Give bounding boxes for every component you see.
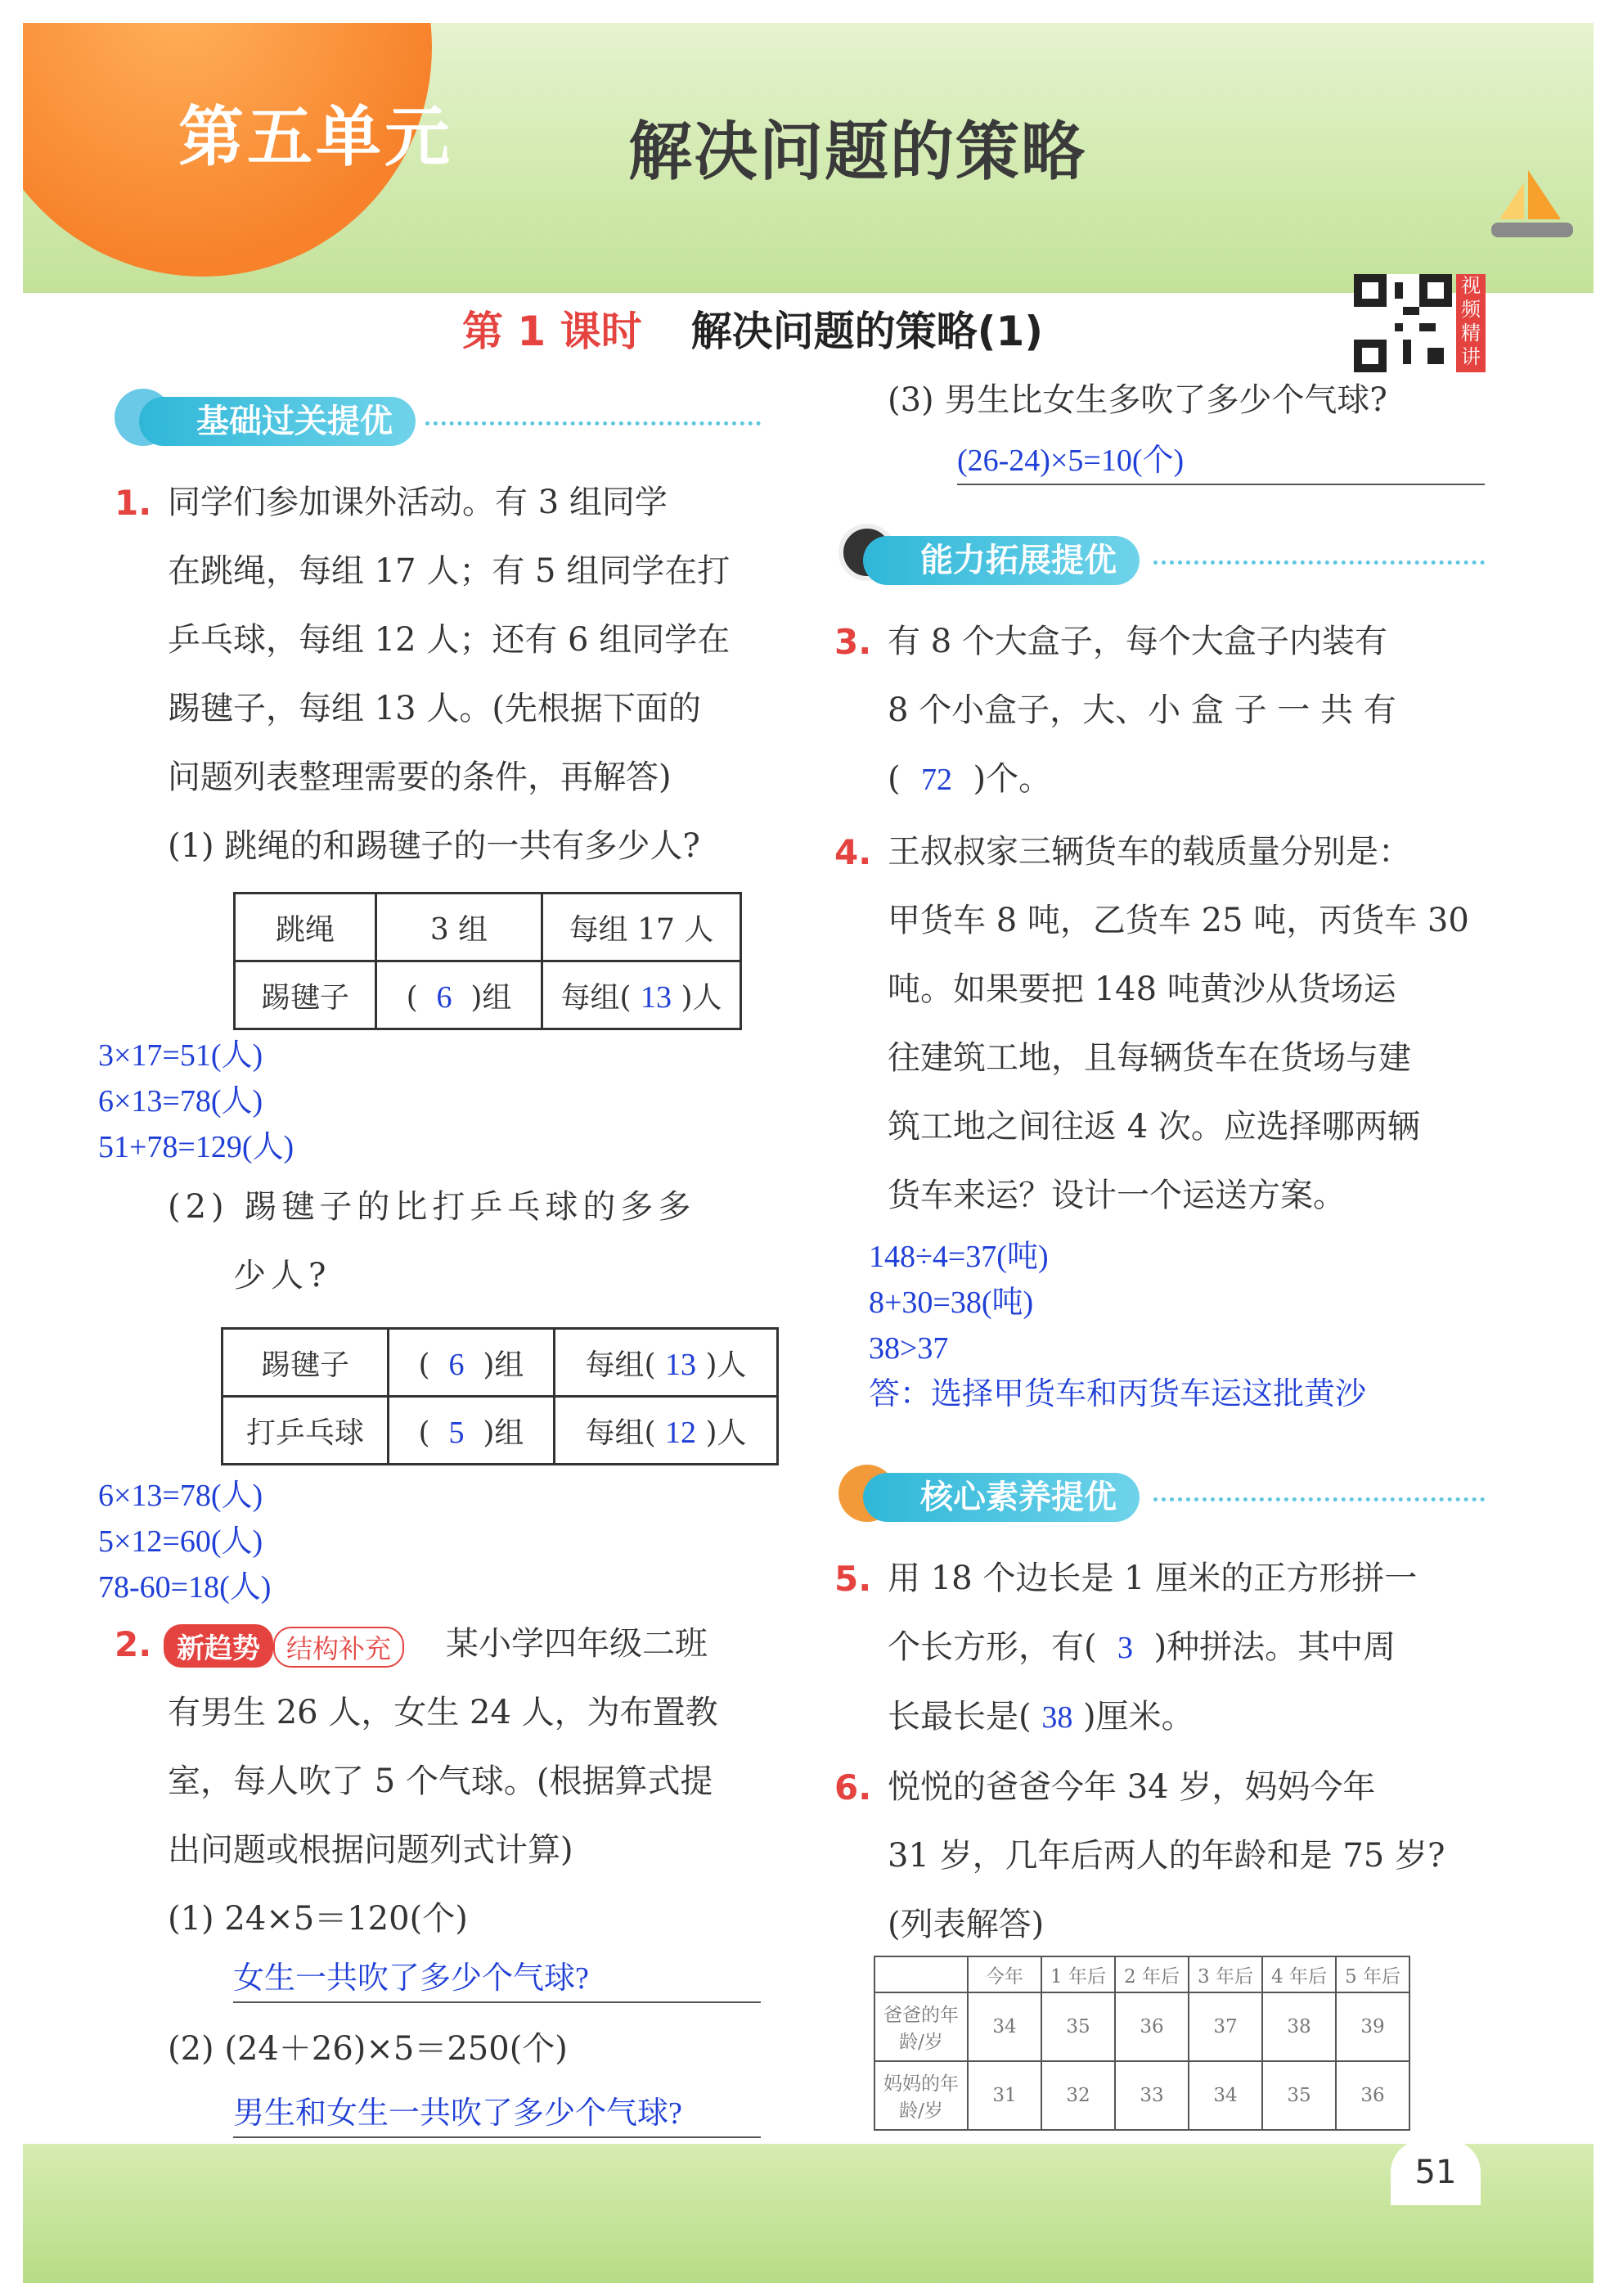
- trend-tag: 新趋势: [164, 1624, 273, 1668]
- q1-text: [168, 468, 773, 880]
- table-cell: 34: [968, 1992, 1041, 2061]
- q2-part3: (3) 男生比女生多吹了多少个气球?: [888, 381, 1387, 419]
- q4-line: 货车来运？设计一个运送方案。: [888, 1177, 1346, 1214]
- table-cell: 打乒乓球: [223, 1397, 389, 1465]
- table-cell: ( 5 )组: [389, 1397, 555, 1465]
- unit-title: 第五单元: [178, 99, 453, 175]
- q1-line: 在跳绳，每组 17 人；有 5 组同学在打: [168, 552, 731, 590]
- q1-part1: (1) 跳绳的和踢毽子的一共有多少人?: [168, 827, 700, 865]
- table-cell: 33: [1115, 2061, 1189, 2130]
- table-row-label: 爸爸的年龄/岁: [874, 1992, 968, 2061]
- table-cell: 39: [1336, 1992, 1409, 2061]
- q5-text: [888, 1544, 1493, 1752]
- lesson-heading: [462, 299, 1043, 358]
- section-divider: [1153, 1497, 1485, 1501]
- q5-line: 个长方形，有( 3 )种拼法。其中周: [888, 1628, 1396, 1666]
- q2-answer2: 男生和女生一共吹了多少个气球?: [233, 2091, 761, 2138]
- q1-line: 踢毽子，每组 13 人。(先根据下面的: [168, 690, 701, 727]
- q6-age-table: [874, 1956, 1410, 2131]
- answer-line: 51+78=129(人): [98, 1130, 294, 1164]
- table-cell: 踢毽子: [223, 1329, 389, 1397]
- q4-line: 王叔叔家三辆货车的载质量分别是：: [888, 833, 1411, 871]
- q3-line: 8 个小盒子，大、小 盒 子 一 共 有: [888, 691, 1396, 729]
- q6-number: 6.: [834, 1767, 872, 1808]
- answer-line: 6×13=78(人): [98, 1479, 263, 1513]
- q5-line: 长最长是( 38 )厘米。: [888, 1698, 1194, 1736]
- section-basic-badge: 基础过关提优: [139, 397, 416, 446]
- q3-blank-line: ( 72 )个。: [888, 760, 1052, 798]
- table-cell: 35: [1041, 1992, 1115, 2061]
- q4-number: 4.: [834, 832, 872, 872]
- q3-number: 3.: [834, 622, 872, 662]
- table-cell: 每组( 12 )人: [555, 1397, 778, 1465]
- section-ability-badge: 能力拓展提优: [863, 536, 1140, 585]
- section-core-badge: 核心素养提优: [863, 1473, 1140, 1522]
- qr-label: 视频精讲: [1456, 274, 1486, 372]
- table-cell: 36: [1336, 2061, 1409, 2130]
- q1-part2: [168, 1173, 773, 1310]
- q3-text: [888, 607, 1493, 814]
- answer-line: 5×12=60(人): [98, 1524, 263, 1559]
- lesson-title: 解决问题的策略(1): [690, 308, 1044, 355]
- table-row-label: 妈妈的年龄/岁: [874, 2061, 968, 2130]
- q2-line: 有男生 26 人，女生 24 人，为布置教: [168, 1694, 718, 1731]
- q1-part2-line: (2) 踢毽子的比打乒乓球的多多: [168, 1188, 696, 1226]
- table-cell: 跳绳: [235, 894, 376, 961]
- q2-line: 出问题或根据问题列式计算): [168, 1831, 573, 1869]
- section-divider: [425, 421, 761, 425]
- table-cell: 35: [1262, 2061, 1336, 2130]
- section-divider: [1153, 560, 1485, 565]
- table-cell: 每组( 13 )人: [555, 1329, 778, 1397]
- answer-value: 3: [1117, 1631, 1134, 1665]
- q1-line: 乒乓球，每组 12 人；还有 6 组同学在: [168, 621, 731, 659]
- q4-answer: [869, 1234, 1366, 1417]
- table-cell: 34: [1189, 2061, 1262, 2130]
- answer-value: 6: [448, 1347, 465, 1382]
- q4-line: 吨。如果要把 148 吨黄沙从货场运: [888, 970, 1396, 1008]
- table-header: 今年: [968, 1956, 1041, 1992]
- q6-text: [888, 1753, 1493, 1959]
- qr-code-icon[interactable]: [1354, 274, 1452, 372]
- q5-number: 5.: [834, 1559, 872, 1599]
- table-header: [874, 1956, 968, 1992]
- q6-line: 31 岁，几年后两人的年龄和是 75 岁?: [888, 1837, 1445, 1875]
- answer-value: 13: [641, 979, 672, 1015]
- q1-answer2: [98, 1473, 271, 1610]
- table-cell: ( 6 )组: [376, 961, 542, 1029]
- q2-part1: (1) 24×5＝120(个): [168, 1900, 468, 1938]
- answer-line: 3×17=51(人): [98, 1038, 263, 1073]
- q1-number: 1.: [115, 483, 152, 523]
- q2-part2: (2) (24＋26)×5＝250(个): [168, 2030, 568, 2068]
- q2-line: 室，每人吹了 5 个气球。(根据算式提: [168, 1763, 713, 1800]
- table-header: 4 年后: [1262, 1956, 1336, 1992]
- answer-line: 38>37: [869, 1331, 949, 1366]
- q1-line: 同学们参加课外活动。有 3 组同学: [168, 484, 668, 521]
- structure-tag: 结构补充: [273, 1627, 404, 1668]
- answer-line: 6×13=78(人): [98, 1084, 263, 1119]
- q4-line: 甲货车 8 吨，乙货车 25 吨，丙货车 30: [888, 902, 1469, 939]
- q1-answer1: [98, 1033, 294, 1170]
- q2-line1: 某小学四年级二班: [446, 1625, 708, 1663]
- table-cell: 36: [1115, 1992, 1189, 2061]
- table-header: 3 年后: [1189, 1956, 1262, 1992]
- answer-value: 38: [1041, 1700, 1073, 1735]
- q6-line: (列表解答): [888, 1906, 1045, 1943]
- table-cell: 踢毽子: [235, 961, 376, 1029]
- table-cell: 每组 17 人: [542, 894, 741, 961]
- answer-value: 72: [921, 763, 953, 797]
- answer-line: 148÷4=37(吨): [869, 1240, 1049, 1274]
- table-cell: 3 组: [376, 894, 542, 961]
- table-cell: 31: [968, 2061, 1041, 2130]
- table-cell: 每组( 13 )人: [542, 961, 741, 1029]
- answer-line: 78-60=18(人): [98, 1570, 272, 1605]
- q2-text: [168, 1678, 773, 1953]
- q1-part2-line: 少人?: [233, 1257, 331, 1294]
- lesson-number: 第 1 课时: [462, 308, 642, 355]
- table-cell: 32: [1041, 2061, 1115, 2130]
- q6-line: 悦悦的爸爸今年 34 岁，妈妈今年: [888, 1768, 1376, 1806]
- answer-line: 8+30=38(吨): [869, 1285, 1034, 1320]
- chapter-title: 解决问题的策略: [628, 115, 1087, 189]
- q2-number: 2.: [115, 1624, 152, 1664]
- q1-line: 问题列表整理需要的条件，再解答): [168, 759, 672, 796]
- answer-value: 5: [448, 1415, 465, 1450]
- answer-line: 答：选择甲货车和丙货车运这批黄沙: [869, 1377, 1367, 1411]
- table-header: 1 年后: [1041, 1956, 1115, 1992]
- q1-table1: [233, 892, 742, 1030]
- q2-tags: [164, 1624, 404, 1668]
- q4-text: [888, 817, 1493, 1230]
- q2-answer1: 女生一共吹了多少个气球?: [233, 1956, 761, 2003]
- answer-value: 12: [665, 1415, 696, 1450]
- q4-line: 筑工地之间往返 4 次。应选择哪两辆: [888, 1108, 1420, 1146]
- q3-line: 有 8 个大盒子，每个大盒子内装有: [888, 623, 1387, 660]
- table-cell: 37: [1189, 1992, 1262, 2061]
- table-cell: 38: [1262, 1992, 1336, 2061]
- footer-banner: [23, 2144, 1594, 2283]
- sailboat-icon: [1479, 162, 1577, 252]
- chapter-banner: [23, 23, 1594, 293]
- answer-value: 6: [436, 979, 452, 1015]
- q1-table2: [221, 1327, 779, 1465]
- q2-answer3: (26-24)×5=10(个): [957, 438, 1485, 485]
- table-cell: ( 6 )组: [389, 1329, 555, 1397]
- page-number: 51: [1391, 2140, 1481, 2205]
- q5-line: 用 18 个边长是 1 厘米的正方形拼一: [888, 1560, 1418, 1597]
- table-header: 2 年后: [1115, 1956, 1189, 1992]
- q4-line: 往建筑工地，且每辆货车在货场与建: [888, 1039, 1411, 1077]
- answer-value: 13: [665, 1347, 696, 1382]
- table-header: 5 年后: [1336, 1956, 1409, 1992]
